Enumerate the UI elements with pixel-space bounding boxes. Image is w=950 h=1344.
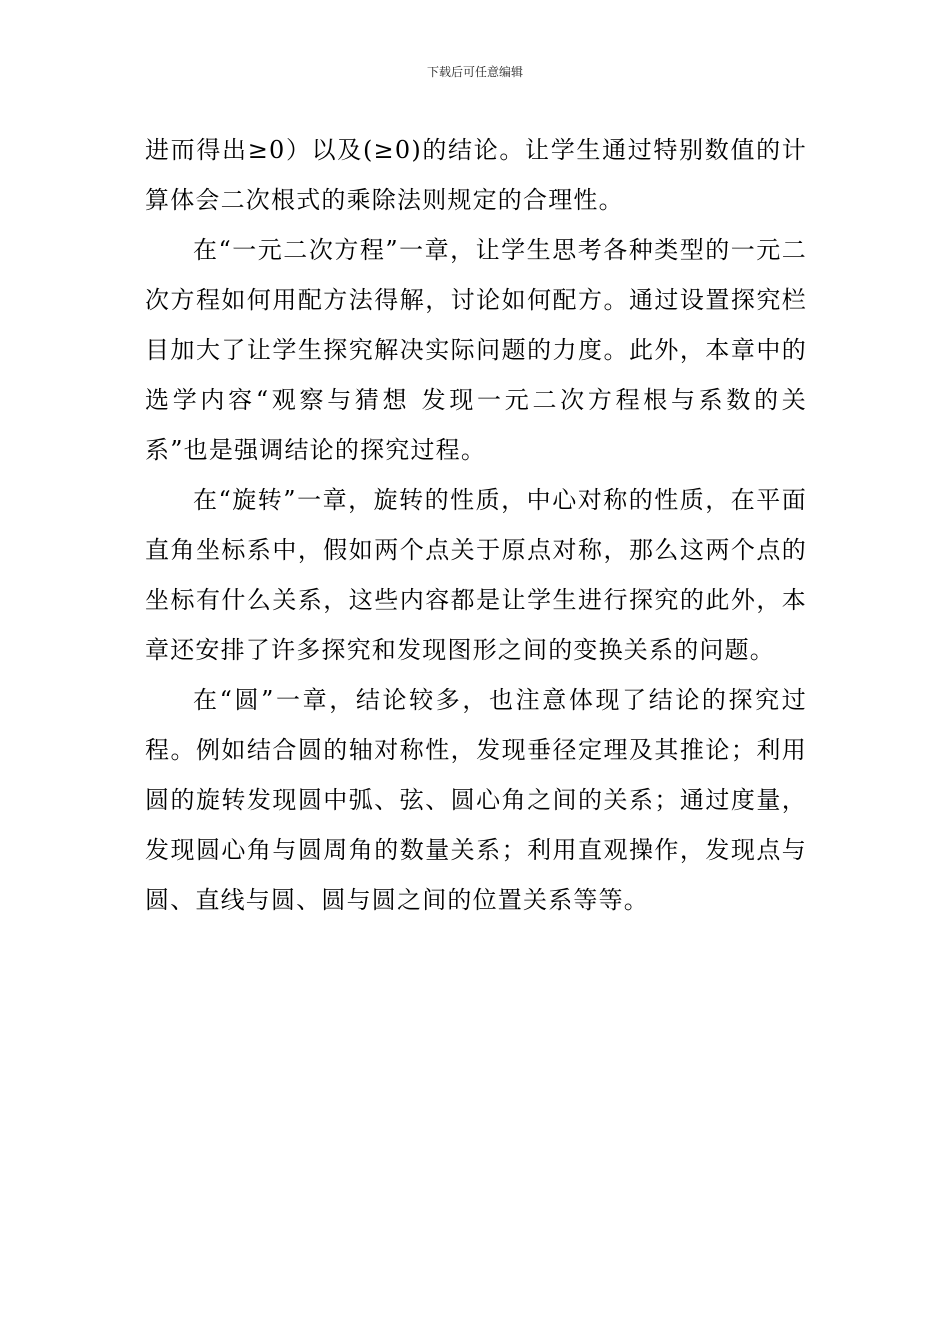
paragraph-2: 在“一元二次方程”一章，让学生思考各种类型的一元二次方程如何用配方法得解，讨论如何配方。通过设置探究栏目加大了让学生探究解决实际问题的力度。此外，本章中的选学内容“观察与猜想 发现一元二次方程根与系数的关系”也是强调结论的探究过程。 (145, 236, 807, 464)
paragraph-3: 在“旋转”一章，旋转的性质，中心对称的性质，在平面直角坐标系中，假如两个点关于原点对称，那么这两个点的坐标有什么关系，这些内容都是让学生进行探究的此外，本章还安排了许多探究和发现图形之间的变换关系的问题。 (145, 486, 807, 664)
document-body (145, 125, 807, 925)
paragraph-1: 进而得出≥0）以及(≥0)的结论。让学生通过特别数值的计算体会二次根式的乘除法则规定的合理性。 (145, 136, 807, 214)
page-header: 下载后可任意编辑 (426, 65, 523, 79)
paragraph-4: 在“圆”一章，结论较多，也注意体现了结论的探究过程。例如结合圆的轴对称性，发现垂径定理及其推论；利用圆的旋转发现圆中弧、弦、圆心角之间的关系；通过度量，发现圆心角与圆周角的数量关系；利用直观操作，发现点与圆、直线与圆、圆与圆之间的位置关系等等。 (145, 686, 807, 914)
